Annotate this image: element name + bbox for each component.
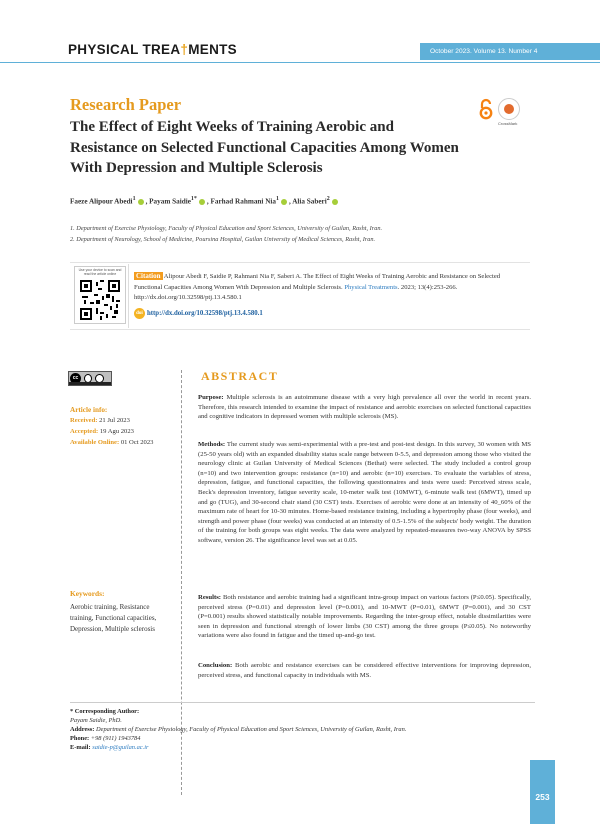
abstract-methods: Methods: The current study was semi-experimental with a pre-test and post-test design. In this survey, 30 women with MS (25-50 years old) with an expanded disability status scale range between 0-5.5, and depression among those who visited the neurology clinic at Guilan University of Medical Sciences (Bethat) were selected. The study included a control group (n=10) and two intervention groups: resistance (n=10) and aerobic (n=10) exercises. To evaluate the variables of stress, depression, fatigue, and functional capacities, the following questionnaires and tests were used: Perceived stress scale, Beck's depression inventory, fatigue severity scale, 10-meter walk test (10MWT), 6-minute walk test (6MWT), timed up and go (TUG), and 30-second chair stand (30 CST) tests. Exercises of aerobic were done at an intensity of 40_60% of the maximum rate of heart for 10-30 minutes. Home-based resistance training, including a hypertrophy phase (four weeks), and strength and power phase (four weeks) was conducted at an intensity of 0.5-1.5% of the subjects' body weight. The duration of the training for both groups was eight weeks. The data were analyzed by repeated-measures two-way ANOVA by SPSS software, version 26. The significance level was set at 0.05. [198,441,532,544]
author-name: Payam Saidie [149,197,191,206]
orcid-icon[interactable] [199,199,205,205]
doi-icon: doi [134,308,145,319]
footnote-divider [70,702,535,703]
orcid-icon[interactable] [281,199,287,205]
article-info-heading: Article info: [70,406,108,414]
orcid-icon[interactable] [138,199,144,205]
abstract-purpose: Purpose: Multiple sclerosis is an autoimmune disease with a very high prevalence all over the world in recent years. Therefore, this research intended to examine the impact of resistance and aerobic exercises on selected functional capacities and cognitive indicators in depressed women with multiple sclerosis (MS). [198,394,531,421]
email-link[interactable]: saidie-p@guilan.ac.ir [92,744,149,751]
qr-code-icon[interactable] [80,280,120,320]
cc-license-icon[interactable]: cc [68,371,112,386]
citation-label: Citation [136,272,161,280]
issue-label: October 2023. Volume 13. Number 4 [420,43,600,60]
author-name: Alia Saberi [292,197,327,206]
author-name: Farhad Rahmani Nia [210,197,276,206]
abstract-conclusion: Conclusion: Both aerobic and resistance exercises can be considered effective interventions for improving depression, perceived stress, and functional capacity in individuals with MS. [198,662,532,679]
journal-logo: PHYSICAL TREA†MENTS [68,42,237,57]
header-divider [0,62,600,63]
open-access-icon[interactable] [478,98,494,120]
crossmark-icon[interactable] [498,98,520,120]
keywords-heading: Keywords: [70,589,105,598]
crossmark-label: CrossMark [498,121,518,126]
online-date: Available Online: 01 Oct 2023 [70,439,154,446]
doi-row [134,308,263,319]
affiliation: 1. Department of Exercise Physiology, Faculty of Physical Education and Sport Sciences, University of Guilan, Rasht, Iran. [70,225,383,232]
author-name: Faeze Alipour Abedi [70,197,133,206]
author-list: Faeze Alipour Abedi$^1$ , Payam Saidie$^{1*}$ , Farhad Rahmani Nia$^1$ , Alia Saberi$^2$ [70,196,340,205]
orcid-icon[interactable] [332,199,338,205]
keywords-list: Aerobic training, Resistance training, Functional capacities, Depression, Multiple sclerosis [70,603,157,633]
article-type: Research Paper [70,95,182,114]
received-date: Received: 21 Jul 2023 [70,417,130,424]
qr-caption: Use your device to scan and read the article online [78,268,122,276]
article-title: The Effect of Eight Weeks of Training Aerobic and Resistance on Selected Functional Capacities Among Women With Depression and Multiple Sclerosis [70,119,459,176]
doi-link[interactable]: http://dx.doi.org/10.32598/ptj.13.4.580.1 [147,310,263,318]
journal-link[interactable]: Physical Treatments [344,283,398,291]
citation-divider [128,264,129,328]
corresponding-author: * Corresponding Author: Payam Saidie, PhD. Address: Department of Exercise Physiology, Faculty of Physical Education and Sport Sciences, University of Guilan, Rasht, Iran. Phone: +98 (911) 1943784 E-mail: saidie-p@guilan.ac.ir [70,708,407,751]
accepted-date: Accepted: 19 Agu 2023 [70,428,134,435]
abstract-results: Results: Both resistance and aerobic training had a significant intra-group impact on various factors (P≤0.05). Specifically, perceived stress (P=0.01) and depression level (P=0.001), and 10-MWT (P=0.01), 6MWT (P=0.001), and 30 CST (P=0.001) results showed statistically notable improvements. Regarding the inter-group effect, notable dissimilarities were seen in depression and functional strength of lower limbs (30 CST) among the three groups (P≤0.05). No noteworthy variations were also found in fatigue and the timed up-and-go test. [198,594,531,640]
citation-text: Citation Alipour Abedi F, Saidie P, Rahmani Nia F, Saberi A. The Effect of Eight Weeks of Training Aerobic and Resistance on Selected Functional Capacities Among Women With Depression and Multiple Sclerosis. Physical Treatments. 2023; 13(4):253-266. http://dx.doi.org/10.32598/ptj.13.4.580.1 [134,272,501,301]
affiliation: 2. Department of Neurology, School of Medicine, Poursina Hospital, Guilan University of Medical Sciences, Rasht, Iran. [70,236,376,243]
abstract-heading: ABSTRACT [201,369,279,383]
page-number: 253 [535,792,550,802]
